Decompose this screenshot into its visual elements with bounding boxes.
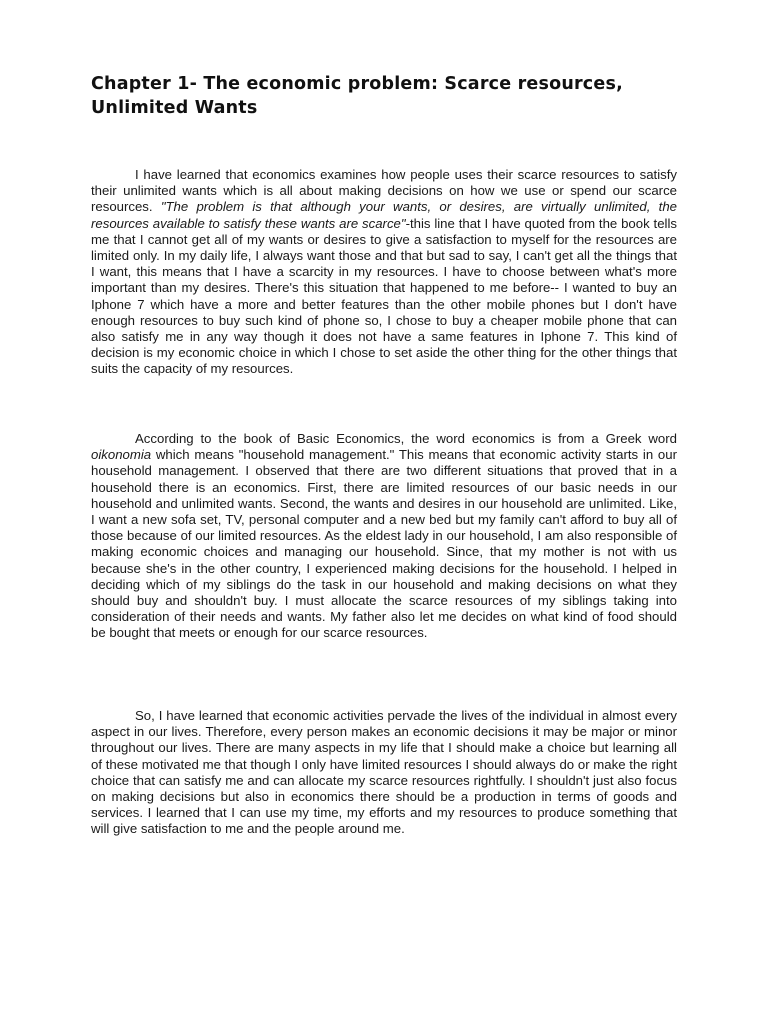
paragraph-2-text-before: According to the book of Basic Economics, the word economics is from a Greek word <box>135 431 677 446</box>
page-title: Chapter 1- The economic problem: Scarce resources, Unlimited Wants <box>91 74 623 118</box>
paragraph-1-quote: "The problem is that although your wants, or desires, are virtually unlimited, the resources available to satisfy these wants are scarce" <box>91 199 678 231</box>
paragraph-3: So, I have learned that economic activities pervade the lives of the individual in almost every aspect in our lives. Therefore, every person makes an economic decisions it may be major or minor throughout our lives. There are many aspects in my life that I should make a choice but learning all of these motivated me that though I only have limited resources I should always do or make the right choice that can satisfy me and can allocate my scarce resources rightfully. I shouldn't just also focus on making decisions but also in economics there should be a production in terms of goods and services. I learned that I can use my time, my efforts and my resources to produce something that will give satisfaction to me and the people around me. <box>91 708 677 837</box>
paragraph-1-text-after: -this line that I have quoted from the book tells me that I cannot get all of my wants or desires to give a satisfaction to myself for the resources are limited only. In my daily life, I always want those and that but sad to say, I can't get all the things that I want, this means that I have a scarcity in my resources. I have to choose between what's more important than my desires. There's this situation that happened to me before-- I wanted to buy an Iphone 7 which have a more and better features than the other mobile phones but I don't have enough resources to buy such kind of phone so, I chose to buy a cheaper mobile phone that can also satisfy me in any way though it does not have a same features in Iphone 7. This kind of decision is my economic choice in which I chose to set aside the other thing for the other things that suits the capacity of my resources. <box>91 215 677 377</box>
paragraph-2-greek-term: oikonomia <box>91 447 152 463</box>
paragraph-2-text-after: which means "household management." This means that economic activity starts in our household management. I observed that there are two different situations that proved that in a household there is an economics. First, there are limited resources of our basic needs in our household and unlimited wants. Second, the wants and desires in our household are unlimited. Like, I want a new sofa set, TV, personal computer and a new bed but my family can't afford to buy all of those because of our limited resources. As the eldest lady in our household, I am also responsible of making economic choices and managing our household. Since, that my mother is not with us because she's in the other country, I experienced making decisions for the household. I helped in deciding which of my siblings do the task in our household and making decisions on what they should buy and shouldn't buy. I must allocate the scarce resources of my siblings taking into consideration of their needs and wants. My father also let me decides on what kind of food should be bought that meets or enough for our scarce resources. <box>91 447 677 641</box>
paragraph-1-text-before: I have learned that economics examines how people uses their scarce resources to satisfy their unlimited wants which is all about making decisions on how we use or spend our scarce resources. <box>91 167 677 215</box>
paragraph-2 <box>91 431 677 642</box>
paragraph-1 <box>91 167 677 378</box>
